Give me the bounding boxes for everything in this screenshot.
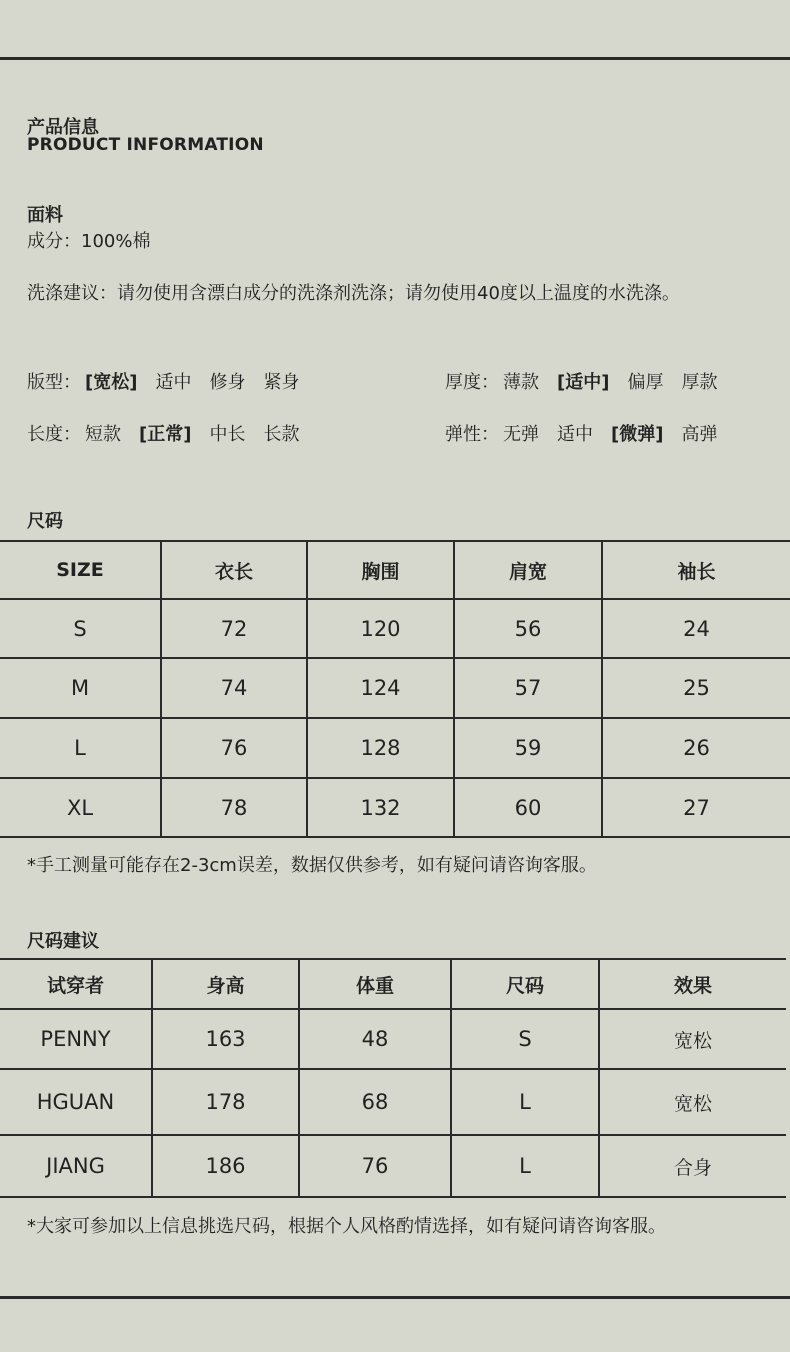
attr-fit-option: 修身	[209, 372, 246, 393]
top-divider	[0, 57, 790, 60]
table-cell: 178	[152, 1069, 299, 1135]
table-row	[0, 1135, 786, 1197]
table-cell: L	[0, 718, 161, 778]
table-cell: 26	[602, 718, 790, 778]
size-chart-heading: 尺码	[27, 511, 63, 532]
table-cell: JIANG	[0, 1135, 152, 1197]
attr-thickness-option: 偏厚	[627, 372, 664, 393]
wash-advice: 洗涤建议：请勿使用含漂白成分的洗涤剂洗涤；请勿使用40度以上温度的水洗涤。	[27, 283, 680, 304]
table-header-row	[0, 959, 786, 1009]
table-cell: S	[0, 599, 161, 658]
column-header: 试穿者	[0, 959, 152, 1009]
attr-thickness-label: 厚度：	[445, 372, 499, 393]
attr-length	[27, 420, 317, 446]
table-cell: 25	[602, 658, 790, 718]
column-header: 效果	[599, 959, 786, 1009]
table-cell: 76	[161, 718, 307, 778]
attr-length-label: 长度：	[27, 424, 81, 445]
table-cell: L	[451, 1135, 599, 1197]
table-cell: 68	[299, 1069, 451, 1135]
table-cell: S	[451, 1009, 599, 1069]
column-header: 袖长	[602, 541, 790, 599]
table-row	[0, 658, 790, 718]
attr-elasticity-option: [微弹]	[611, 424, 664, 445]
table-row	[0, 778, 790, 837]
size-chart-note: *手工测量可能存在2-3cm误差，数据仅供参考，如有疑问请咨询客服。	[27, 855, 597, 876]
attr-fit-option: [宽松]	[85, 372, 138, 393]
table-row	[0, 1009, 786, 1069]
table-row	[0, 718, 790, 778]
attr-fit-option: 紧身	[263, 372, 300, 393]
table-cell: 76	[299, 1135, 451, 1197]
table-cell: 宽松	[599, 1009, 786, 1069]
table-cell: 56	[454, 599, 602, 658]
attr-thickness	[445, 368, 735, 394]
attr-length-option: 中长	[209, 424, 246, 445]
table-cell: 59	[454, 718, 602, 778]
table-cell: L	[451, 1069, 599, 1135]
table-cell: 24	[602, 599, 790, 658]
table-cell: 48	[299, 1009, 451, 1069]
column-header: 尺码	[451, 959, 599, 1009]
table-cell: 78	[161, 778, 307, 837]
attr-thickness-option: 厚款	[681, 372, 718, 393]
column-header: 肩宽	[454, 541, 602, 599]
table-cell: XL	[0, 778, 161, 837]
column-header: 身高	[152, 959, 299, 1009]
fabric-heading: 面料	[27, 205, 63, 226]
table-cell: 74	[161, 658, 307, 718]
table-row	[0, 1069, 786, 1135]
table-cell: HGUAN	[0, 1069, 152, 1135]
attr-elasticity	[445, 420, 735, 446]
section-title-en: PRODUCT INFORMATION	[27, 135, 264, 155]
size-advice-note: *大家可参加以上信息挑选尺码，根据个人风格酌情选择，如有疑问请咨询客服。	[27, 1216, 666, 1237]
size-advice-heading: 尺码建议	[27, 931, 99, 952]
attr-length-option: [正常]	[139, 424, 192, 445]
table-cell: 宽松	[599, 1069, 786, 1135]
fabric-composition: 成分：100%棉	[27, 231, 151, 252]
attr-length-option: 短款	[85, 424, 121, 445]
table-cell: M	[0, 658, 161, 718]
table-cell: PENNY	[0, 1009, 152, 1069]
attr-fit	[27, 368, 317, 394]
table-cell: 120	[307, 599, 454, 658]
column-header: 胸围	[307, 541, 454, 599]
column-header: 体重	[299, 959, 451, 1009]
bottom-divider	[0, 1296, 790, 1299]
attr-elasticity-option: 无弹	[503, 424, 539, 445]
attr-elasticity-option: 高弹	[681, 424, 718, 445]
table-cell: 57	[454, 658, 602, 718]
attr-elasticity-option: 适中	[557, 424, 593, 445]
table-cell: 72	[161, 599, 307, 658]
attr-elasticity-label: 弹性：	[445, 424, 499, 445]
attr-fit-label: 版型：	[27, 372, 81, 393]
table-cell: 186	[152, 1135, 299, 1197]
table-cell: 128	[307, 718, 454, 778]
table-cell: 163	[152, 1009, 299, 1069]
table-cell: 27	[602, 778, 790, 837]
attr-fit-option: 适中	[155, 372, 192, 393]
table-cell: 132	[307, 778, 454, 837]
attr-thickness-option: [适中]	[557, 372, 610, 393]
table-row	[0, 599, 790, 658]
section-title-cn: 产品信息	[27, 117, 99, 138]
size-chart-table	[0, 540, 790, 838]
table-cell: 124	[307, 658, 454, 718]
table-header-row	[0, 541, 790, 599]
table-cell: 60	[454, 778, 602, 837]
column-header: SIZE	[0, 541, 161, 599]
attr-length-option: 长款	[263, 424, 300, 445]
table-cell: 合身	[599, 1135, 786, 1197]
column-header: 衣长	[161, 541, 307, 599]
size-advice-table	[0, 958, 786, 1198]
attr-thickness-option: 薄款	[503, 372, 539, 393]
